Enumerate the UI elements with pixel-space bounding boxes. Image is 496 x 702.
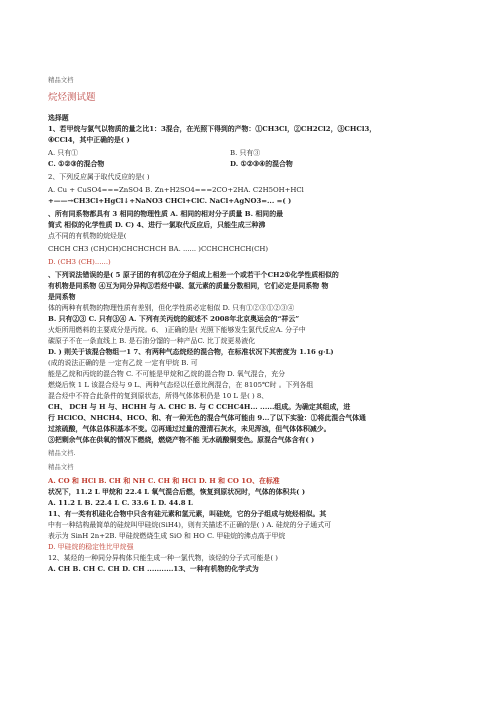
q4-line-3: 是同系物 bbox=[48, 293, 76, 301]
q5-options-2: A. 11.2 L B. 22.4 L C. 33.6 L D. 44.8 L bbox=[48, 499, 193, 507]
q4-line-13: CH、 DCH 与 H 与、HCHH 与 A. CHC B. 与 C CCHC4H... ......组成。为确定其组成，进 bbox=[48, 403, 351, 411]
q3-line-5: D. (CH3 (CH)......) bbox=[48, 258, 111, 266]
q4-line-4: 体的两种有机物的物理性质有差别，但化学性质必定相似 D. 只有①②③①②③④ bbox=[48, 304, 295, 312]
q11-line-4: D. 甲硅烷的稳定性比甲烷强 bbox=[48, 543, 134, 551]
q4-line-9: (成的说法正确的是 一定有乙烷 一定有甲烷 B. 可 bbox=[48, 359, 198, 367]
q11-line-1: 11、有一类有机硅化合物中只含有硅元素和氢元素，叫硅烷，它的分子组成与烷烃相似。其 bbox=[48, 510, 327, 518]
q1-option-b: B. 只有③ bbox=[230, 149, 261, 157]
page-header: 精品文档 bbox=[48, 76, 74, 84]
q4-line-16: ③把剩余气体在供氧的情况下燃烧，燃烧产物不能 无水硫酸铜变色。原混合气体含有( ) bbox=[48, 436, 315, 444]
q3-line-4: CHCH CH3 (CH)CH)CHCHCHCH BA. ...... )CCHCHCHCH(CH) bbox=[48, 245, 269, 253]
q4-line-1: 、下列说法错误的是( 5 原子团的有机②在分子组成上相差一个或若干个CH2①化学性质相似的 bbox=[48, 271, 339, 279]
q1-stem-2: ④CCl4，其中正确的是( ) bbox=[48, 136, 130, 144]
q4-line-14: 行 HClCO、NHCH4、HCO、和、有一种无色的混合气体可能由 9...了以下实验：①将此混合气体通 bbox=[48, 414, 366, 422]
q11-line-2: 中有一种结构最简单的硅烷叫甲硅烷(SiH4)，则有关描述不正确的是( ) A. 硅烷的分子通式可 bbox=[48, 521, 331, 529]
page-header-2: 精品文档 bbox=[48, 463, 74, 471]
page-footer-marker: 精品文档. bbox=[48, 449, 76, 457]
q2-line-2: A. Cu + CuSO4===ZnSO4 B. Zn+H2SO4===2CO+2HA. C2H5OH+HCl bbox=[48, 186, 304, 194]
q11-line-3: 表示为 SinH 2n+2B. 甲硅烷燃烧生成 SiO 和 HO C. 甲硅烷的沸点高于甲烷 bbox=[48, 532, 286, 540]
q4-line-10: 能是乙烷和丙烷的混合物 C. 不可能是甲烷和乙烷的混合物 D. 氧气混合，充分 bbox=[48, 370, 286, 378]
q12-options: A. CH B. CH C. CH D. CH ...........13、一种有机物的化学式为 bbox=[48, 565, 259, 573]
q1-option-c: C. ①②③的混合物 bbox=[48, 160, 105, 168]
q5-stem: 状况下，11.2 L 甲烷和 22.4 L 氧气混合后燃，恢复到原状况时，气体的体积共( ) bbox=[48, 488, 306, 496]
q1-stem-1: 1、若甲烷与氯气以物质的量之比1：3混合，在光照下得到的产物：①CH3Cl，②CH2Cl2，③CHCl3， bbox=[48, 125, 377, 133]
q4-line-8: D. ) 则关于该混合物组一1 7、有两种气态烷烃的混合物，在标准状况下其密度为 1.16 g·L) bbox=[48, 348, 334, 356]
q2-stem: 2、下列反应属于取代反应的是( ) bbox=[48, 173, 150, 181]
q4-line-2: 有机物是同系物 ④互为同分异构③若烃中碳、氢元素的质量分数相同，它们必定是同系物 物 bbox=[48, 282, 329, 290]
q4-line-12: 混合烃中不符合此条件的复到原状态，所得气体体积仍是 10 L 是( ) 8、 bbox=[48, 392, 269, 400]
q5-options: A. CO 和 HCl B. CH 和 NH C. CH 和 HCl D. H 和 CO 1O、在标准 bbox=[48, 477, 280, 485]
q4-line-7: 碳原子不在一条直线上 B. 是石油分馏的一种产品C. 比丁烷更易液化 bbox=[48, 337, 256, 345]
q3-line-1: 、所有同系物都具有 3 相同的物理性质 A. 相同的相对分子质量 B. 相同的最 bbox=[48, 210, 283, 218]
q12-stem: 12、某烃的一种同分异构体只能生成一种一氯代物，该烃的分子式可能是( ) bbox=[48, 554, 278, 562]
q3-line-3: 点不同的有机物的烷烃是( bbox=[48, 232, 127, 240]
section-heading: 选择题 bbox=[48, 114, 69, 122]
q1-option-a: A. 只有① bbox=[48, 149, 79, 157]
q4-line-5: B. 只有②③ C. 只有③④ A. 下列有关丙烷的叙述不 2008年北京奥运会的“祥云” bbox=[48, 315, 300, 323]
q4-line-11: 燃烧后恢 1 L 该混合烃与 9 L、两种气态烃以任意比例混合，在 8105℃时 。下列各组 bbox=[48, 381, 314, 389]
q1-option-d: D. ①②③④的混合物 bbox=[230, 160, 293, 168]
q4-line-6: 火炬所用燃料的主要成分是丙烷。6、 )正确的是( 光照下能够发生氯代反应A. 分子中 bbox=[48, 326, 306, 334]
doc-title: 烷烃测试题 bbox=[48, 92, 96, 103]
q2-line-3: +——→CH3Cl+HgCl↓+NaNO3 CHCl+ClC. NaCl+AgNO3=... =( ) bbox=[48, 197, 292, 205]
q3-line-2: 简式 相似的化学性质 D. C) 4、进行一氯取代反应后，只能生成三种沸 bbox=[48, 221, 266, 229]
q4-line-15: 过浓硫酸，气体总体积基本不变。②再通过过量的澄清石灰水，未见浑浊，但气体体积减少。 bbox=[48, 425, 331, 433]
